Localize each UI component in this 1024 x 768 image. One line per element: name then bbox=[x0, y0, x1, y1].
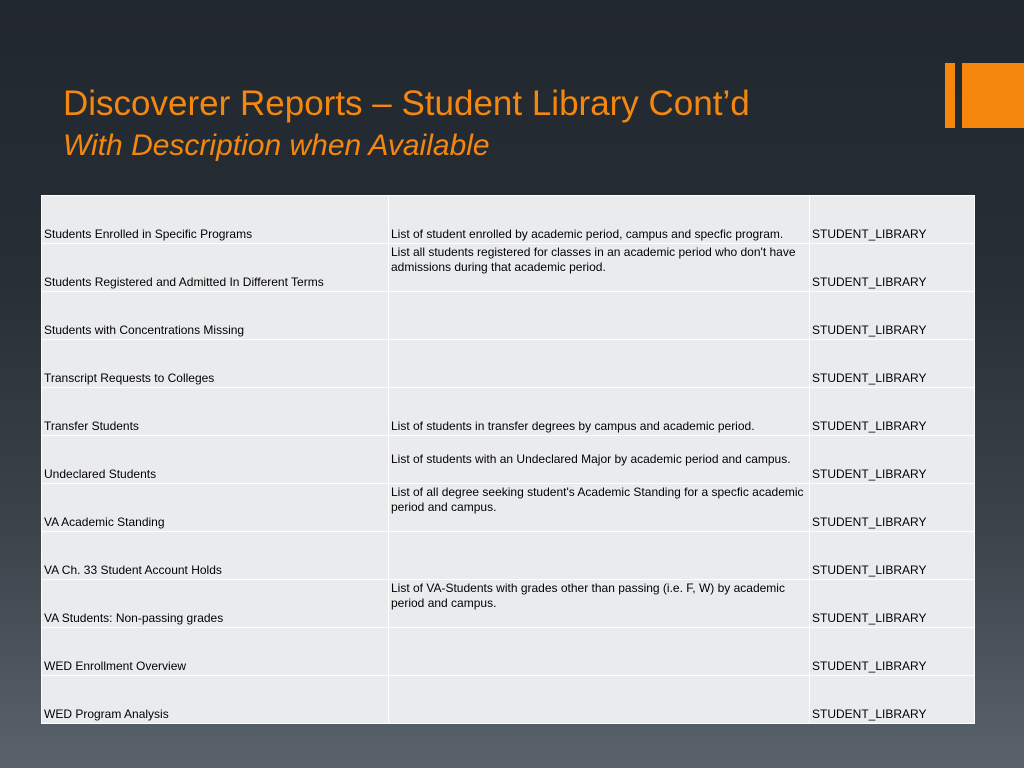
report-name: VA Students: Non-passing grades bbox=[42, 580, 389, 628]
report-name: WED Enrollment Overview bbox=[42, 628, 389, 676]
report-description bbox=[389, 628, 810, 676]
reports-table bbox=[41, 195, 975, 724]
report-name: Students with Concentrations Missing bbox=[42, 292, 389, 340]
report-library: STUDENT_LIBRARY bbox=[810, 484, 975, 532]
report-description: List of VA-Students with grades other than passing (i.e. F, W) by academic period and campus. bbox=[389, 580, 810, 628]
report-description bbox=[389, 340, 810, 388]
report-description bbox=[389, 532, 810, 580]
slide-title: Discoverer Reports – Student Library Cont’d bbox=[63, 84, 750, 123]
accent-bar-thin bbox=[945, 63, 955, 128]
report-library: STUDENT_LIBRARY bbox=[810, 628, 975, 676]
table-row bbox=[42, 388, 975, 436]
table-row bbox=[42, 628, 975, 676]
table-row bbox=[42, 580, 975, 628]
report-library: STUDENT_LIBRARY bbox=[810, 436, 975, 484]
report-name: WED Program Analysis bbox=[42, 676, 389, 724]
table-row bbox=[42, 484, 975, 532]
report-description: List of students with an Undeclared Major by academic period and campus. bbox=[389, 436, 810, 484]
report-library: STUDENT_LIBRARY bbox=[810, 292, 975, 340]
table-row bbox=[42, 292, 975, 340]
report-description: List of student enrolled by academic period, campus and specfic program. bbox=[389, 196, 810, 244]
table-row bbox=[42, 196, 975, 244]
report-description bbox=[389, 676, 810, 724]
report-description bbox=[389, 292, 810, 340]
report-description: List all students registered for classes in an academic period who don't have admissions during that academic period. bbox=[389, 244, 810, 292]
report-name: Transfer Students bbox=[42, 388, 389, 436]
report-library: STUDENT_LIBRARY bbox=[810, 244, 975, 292]
accent-bar-thick bbox=[962, 63, 1024, 128]
table-row bbox=[42, 532, 975, 580]
table-row bbox=[42, 436, 975, 484]
report-name: Undeclared Students bbox=[42, 436, 389, 484]
report-library: STUDENT_LIBRARY bbox=[810, 580, 975, 628]
report-description: List of students in transfer degrees by campus and academic period. bbox=[389, 388, 810, 436]
report-library: STUDENT_LIBRARY bbox=[810, 196, 975, 244]
slide-subtitle: With Description when Available bbox=[63, 129, 490, 162]
report-name: Students Enrolled in Specific Programs bbox=[42, 196, 389, 244]
report-library: STUDENT_LIBRARY bbox=[810, 388, 975, 436]
report-name: VA Academic Standing bbox=[42, 484, 389, 532]
report-library: STUDENT_LIBRARY bbox=[810, 676, 975, 724]
report-description: List of all degree seeking student's Academic Standing for a specfic academic period and campus. bbox=[389, 484, 810, 532]
report-name: Transcript Requests to Colleges bbox=[42, 340, 389, 388]
report-library: STUDENT_LIBRARY bbox=[810, 532, 975, 580]
report-library: STUDENT_LIBRARY bbox=[810, 340, 975, 388]
table-row bbox=[42, 244, 975, 292]
report-name: Students Registered and Admitted In Different Terms bbox=[42, 244, 389, 292]
report-name: VA Ch. 33 Student Account Holds bbox=[42, 532, 389, 580]
table-row bbox=[42, 340, 975, 388]
table-row bbox=[42, 676, 975, 724]
